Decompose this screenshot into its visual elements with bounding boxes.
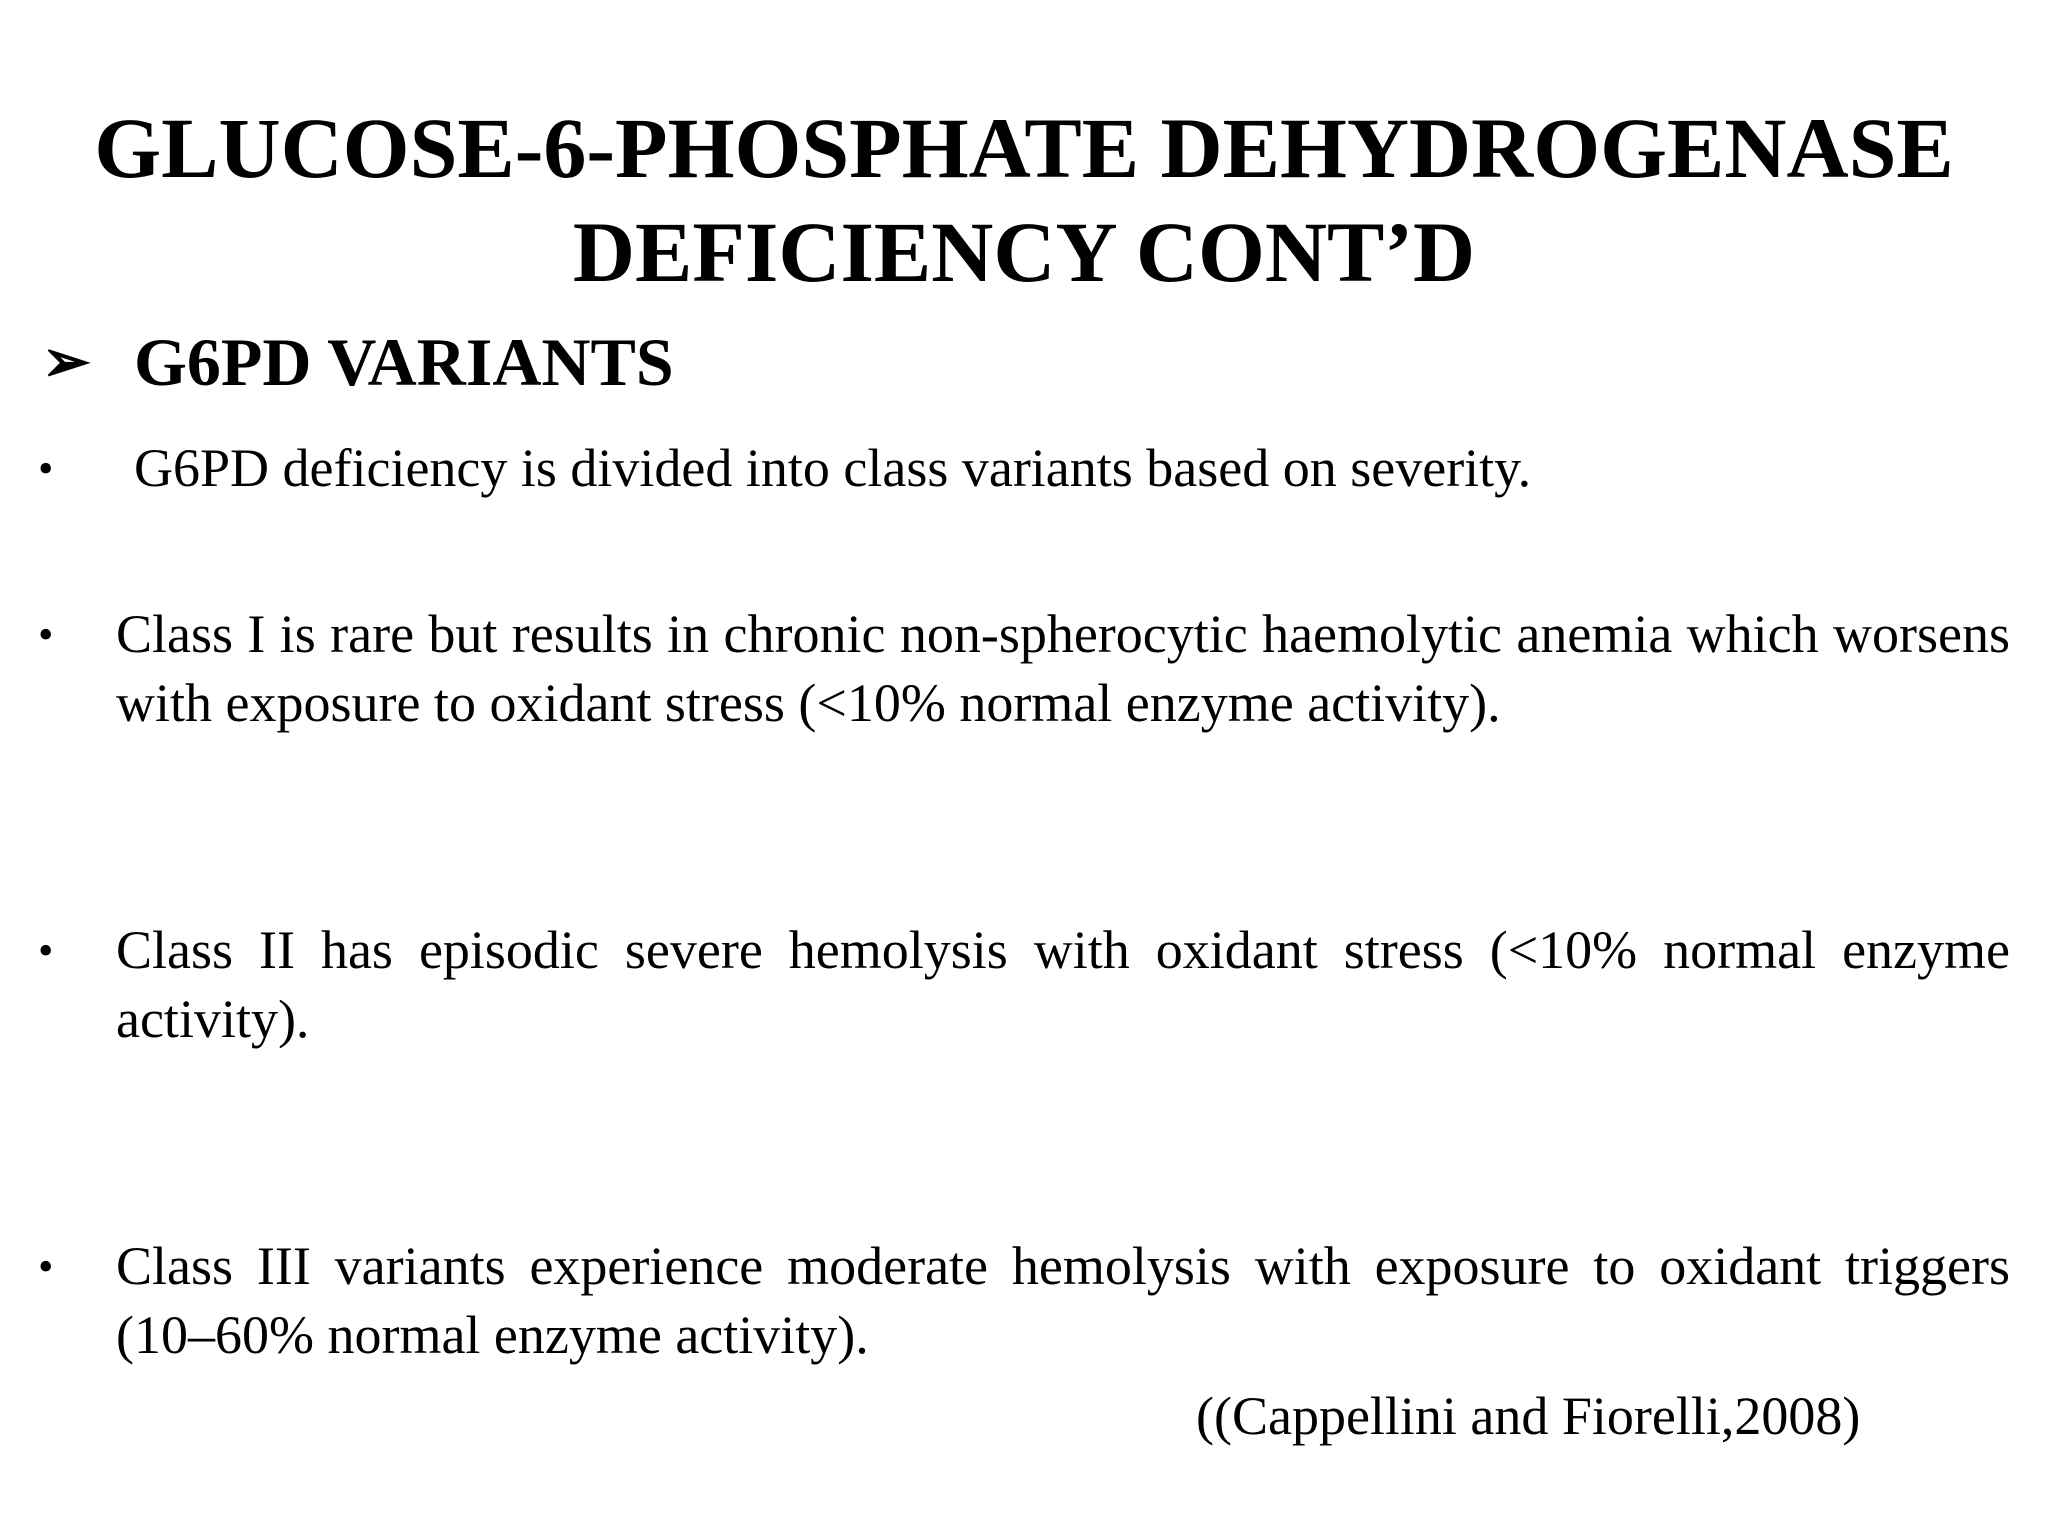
bullet-text: Class II has episodic severe hemolysis with oxidant stress (<10% normal enzyme activity). (116, 920, 2010, 1049)
bullet-item (38, 916, 2010, 1054)
section-heading (42, 322, 674, 402)
slide-title (0, 96, 2048, 304)
title-line-2: DEFICIENCY CONT’D (572, 204, 1476, 300)
bullet-text: Class I is rare but results in chronic non-spherocytic haemolytic anemia which worsens with exposure to oxidant stress (<10% normal enzyme activity). (116, 604, 2010, 733)
bullet-item (38, 434, 2010, 503)
section-heading-text: G6PD VARIANTS (134, 324, 674, 400)
title-line-1: GLUCOSE-6-PHOSPHATE DEHYDROGENASE (94, 100, 1954, 196)
bullet-item (38, 600, 2010, 738)
bullet-dot-icon: • (38, 926, 54, 975)
bullet-dot-icon: • (38, 444, 54, 493)
arrow-bullet-icon: ➢ (42, 329, 91, 394)
bullet-dot-icon: • (38, 610, 54, 659)
citation: ((Cappellini and Fiorelli,2008) (1196, 1386, 1861, 1446)
bullet-text: Class III variants experience moderate hemolysis with exposure to oxidant triggers (10–60% normal enzyme activity). (116, 1236, 2010, 1365)
bullet-item (38, 1232, 2010, 1370)
bullet-text: G6PD deficiency is divided into class variants based on severity. (134, 438, 1532, 498)
bullet-dot-icon: • (38, 1242, 54, 1291)
